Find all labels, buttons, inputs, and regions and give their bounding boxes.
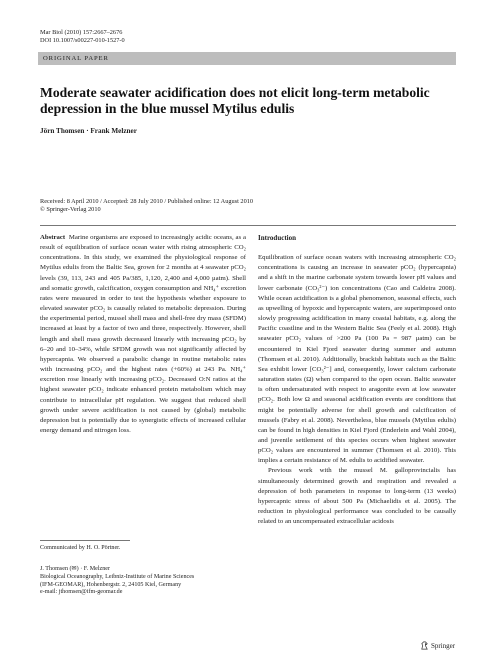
publisher-logo xyxy=(420,641,455,650)
abstract-paragraph xyxy=(40,233,246,436)
section-banner: ORIGINAL PAPER xyxy=(38,52,456,65)
introduction-paragraph-2: Previous work with the mussel M. galloprovincialis has simultaneously determined growth and respiration and revealed a depression of both parameters in response to long-term (13 weeks) hypercapnic stress of about 500 Pa (Michaelidis et al. 2005). The reduction in physiological performance was concluded to be causally related to an uncompensated extracellular acidosis xyxy=(258,467,456,526)
doi: DOI 10.1007/s00227-010-1527-0 xyxy=(40,37,125,44)
received-accepted-line: Received: 8 April 2010 / Accepted: 28 July 2010 / Published online: 12 August 2010 xyxy=(40,198,254,205)
journal-citation: Mar Biol (2010) 157:2667–2676 xyxy=(40,29,123,36)
correspondence-authors: J. Thomsen (✉) · F. Melzner xyxy=(40,566,111,572)
correspondence-block xyxy=(40,566,194,597)
communicated-note: Communicated by H. O. Pörtner. xyxy=(40,545,121,551)
abstract-heading: Abstract xyxy=(40,234,66,241)
abstract-text: Marine organisms are exposed to increasingly acidic oceans, as a result of equilibration of surface ocean water with rising atmospheric CO₂ concentrations. In this study, we examined the physiological response of Mytilus edulis from the Baltic Sea, grown for 2 months at 4 seawater pCO₂ levels (39, 113, 243 and 405 Pa/385, 1,120, 2,400 and 4,000 μatm). Shell and somatic growth, calcification, oxygen consumption and NH₄⁺ excretion rates were measured in order to test the hypothesis whether exposure to elevated seawater pCO₂ is causally related to metabolic depression. During the experimental period, mussel shell mass and shell-free dry mass (SFDM) increased at least by a factor of two and three, respectively. However, shell length and shell mass growth decreased linearly with increasing pCO₂ by 6–20 and 10–34%, while SFDM growth was not significantly affected by hypercapnia. We observed a parabolic change in routine metabolic rates with increasing pCO₂ and the highest rates (+60%) at 243 Pa. NH₄⁺ excretion rose linearly with increasing pCO₂. Decreased O:N ratios at the highest seawater pCO₂ indicate enhanced protein metabolism which may contribute to intracellular pH regulation. We suggest that reduced shell growth under severe acidification is not caused by (global) metabolic depression but is potentially due to synergistic effects of increased cellular energy demand and nitrogen loss. xyxy=(40,234,246,434)
affiliation-line-1: Biological Oceanography, Leibniz-Institute of Marine Sciences xyxy=(40,573,195,580)
left-column xyxy=(40,233,246,436)
footnote-divider xyxy=(40,540,130,541)
affiliation-line-2: (IFM-GEOMAR), Hohenbergstr. 2, 24105 Kiel, Germany xyxy=(40,581,182,588)
author-list: Jörn Thomsen · Frank Melzner xyxy=(40,127,137,135)
publication-dates xyxy=(40,198,253,214)
header-divider xyxy=(40,225,456,226)
introduction-heading: Introduction xyxy=(258,234,296,242)
article-title: Moderate seawater acidification does not elicit long-term metabolic depression in the blue mussel Mytilus edulis xyxy=(40,85,430,116)
introduction-paragraph-1: Equilibration of surface ocean waters with increasing atmospheric CO₂ concentrations is causing an increase in seawater pCO₂ (hypercapnia) and a shift in the marine carbonate system towards lower pH values and lower carbonate (CO₃²⁻) ion concentrations (Cao and Caldeira 2008). While ocean acidification is a global phenomenon, seasonal effects, such as upwelling of hypoxic and hypercapnic waters, are superimposed onto slowly progressing acidification in many coastal habitats, e.g. along the Pacific coastline and in the Western Baltic Sea (Feely et al. 2008). High seawater pCO₂ values of >200 Pa (100 Pa = 987 μatm) can be encountered in Kiel Fjord seawater during summer and autumn (Thomsen et al. 2010). Additionally, brackish habitats such as the Baltic Sea exhibit lower [CO₃²⁻] and, consequently, lower calcium carbonate saturation states (Ω) when compared to the open ocean. Baltic seawater is often undersaturated with respect to aragonite even at low seawater pCO₂. Both low Ω and seasonal acidification events are conditions that might be potentially adverse for shell growth and calcification of mussels (Fabry et al. 2008). Nevertheless, blue mussels (Mytilus edulis) can be found in high densities in Kiel Fjord (Enderlein and Wahl 2004), and juvenile settlement of this species occurs when highest seawater pCO₂ values are encountered in summer (Thomsen et al. 2010). This implies a certain resistance of M. edulis to acidified seawater. xyxy=(258,254,456,465)
publisher-name: Springer xyxy=(431,641,456,650)
copyright-line: © Springer-Verlag 2010 xyxy=(40,206,101,213)
journal-citation-block xyxy=(40,29,125,45)
email-address: e-mail: jthomsen@ifm-geomar.de xyxy=(40,589,123,596)
springer-horse-icon xyxy=(420,641,429,650)
right-column xyxy=(258,233,456,527)
